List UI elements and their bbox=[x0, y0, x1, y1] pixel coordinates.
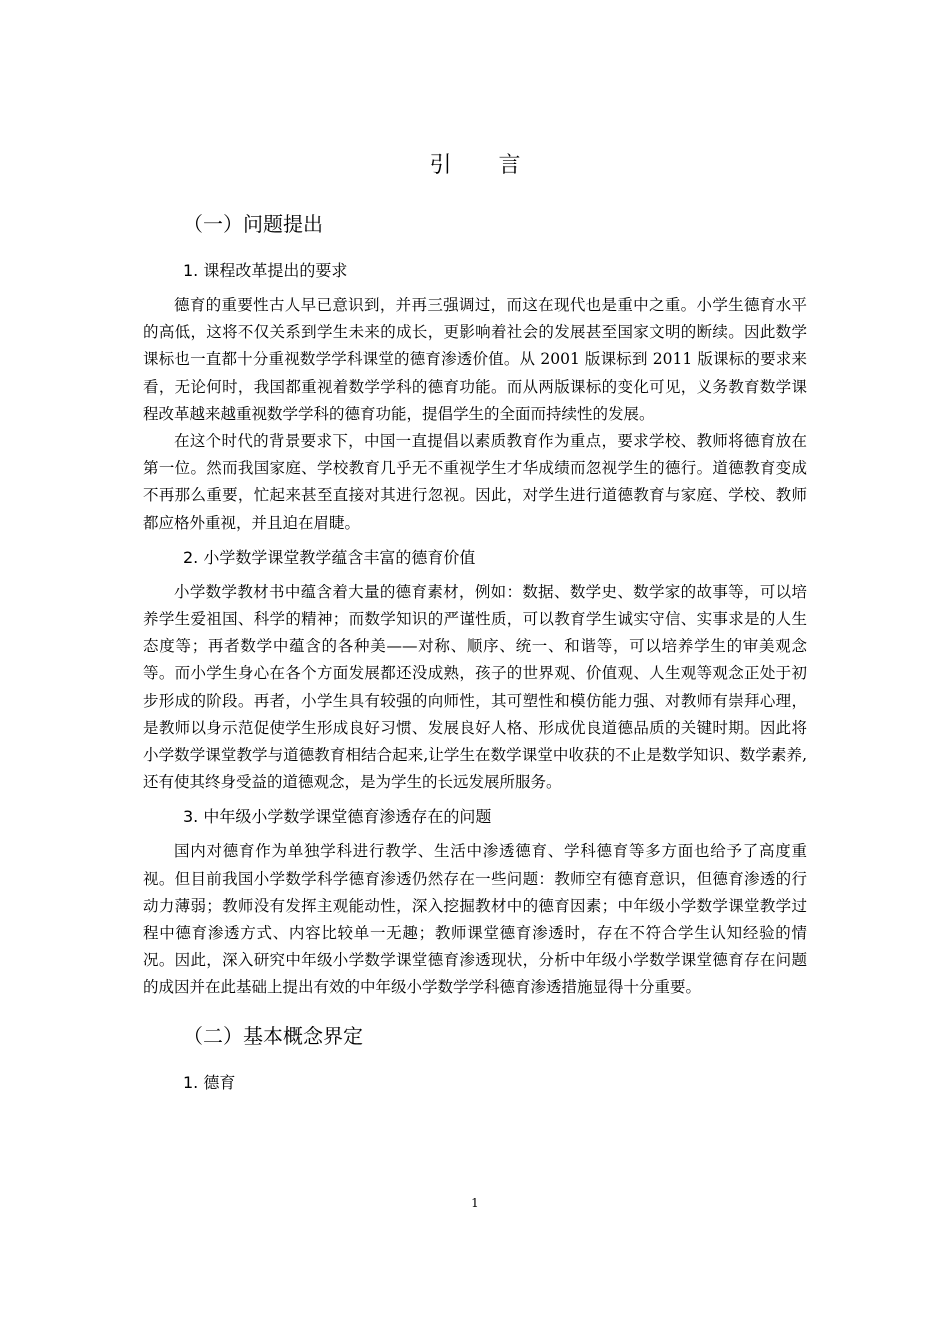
section-heading-concepts: （二）基本概念界定 bbox=[183, 1023, 363, 1048]
subsection-heading-moral-education: 1. 德育 bbox=[183, 1072, 236, 1092]
paragraph: 小学数学教材书中蕴含着大量的德育素材，例如：数据、数学史、数学家的故事等，可以培养学生爱祖国、科学的精神；而数学知识的严谨性质，可以教育学生诚实守信、实事求是的人生态度等；再者数学中蕴含的各种美——对称、顺序、统一、和谐等，可以培养学生的审美观念等。而小学生身心在各个方面发展都还没成熟，孩子的世界观、价值观、人生观等观念正处于初步形成的阶段。再者，小学生具有较强的向师性，其可塑性和模仿能力强、对教师有崇拜心理，是教师以身示范促使学生形成良好习惯、发展良好人格、形成优良道德品质的关键时期。因此将小学数学课堂教学与道德教育相结合起来,让学生在数学课堂中收获的不止是数学知识、数学素养,还有使其终身受益的道德观念，是为学生的长远发展所服务。 bbox=[143, 582, 807, 792]
page-title: 引 言 bbox=[429, 153, 541, 178]
paragraph: 国内对德育作为单独学科进行教学、生活中渗透德育、学科德育等多方面也给予了高度重视。但目前我国小学数学科学德育渗透仍然存在一些问题：教师空有德育意识，但德育渗透的行动力薄弱；教师没有发挥主观能动性，深入挖掘教材中的德育因素；中年级小学数学课堂教学过程中德育渗透方式、内容比较单一无趣；教师课堂德育渗透时，存在不符合学生认知经验的情况。因此，深入研究中年级小学数学课堂德育渗透现状，分析中年级小学数学课堂德育存在问题的成因并在此基础上提出有效的中年级小学数学学科德育渗透措施显得十分重要。 bbox=[143, 842, 807, 997]
paragraph: 德育的重要性古人早已意识到，并再三强调过，而这在现代也是重中之重。小学生德育水平的高低，这将不仅关系到学生未来的成长，更影响着社会的发展甚至国家文明的断续。因此数学课标也一直都十分重视数学学科课堂的德育渗透价值。从 2001 版课标到 2011 版课标的要求来看，无论何时，我国都重视着数学学科的德育功能。而从两版课标的变化可见，义务教育数学课程改革越来越重视数学学科的德育功能，提倡学生的全面而持续性的发展。 bbox=[143, 296, 807, 423]
subsection-heading-moral-value: 2. 小学数学课堂教学蕴含丰富的德育价值 bbox=[183, 547, 476, 567]
paragraph: 在这个时代的背景要求下，中国一直提倡以素质教育作为重点，要求学校、教师将德育放在第一位。然而我国家庭、学校教育几乎无不重视学生才华成绩而忽视学生的德行。道德教育变成不再那么重要，忙起来甚至直接对其进行忽视。因此，对学生进行道德教育与家庭、学校、教师都应格外重视，并且迫在眉睫。 bbox=[143, 432, 807, 532]
page-content bbox=[143, 146, 807, 1098]
page-number: 1 bbox=[471, 1196, 479, 1210]
section-heading-problem: （一）问题提出 bbox=[183, 212, 323, 236]
subsection-heading-existing-problems: 3. 中年级小学数学课堂德育渗透存在的问题 bbox=[183, 807, 492, 827]
subsection-heading-curriculum-reform: 1. 课程改革提出的要求 bbox=[183, 261, 348, 280]
